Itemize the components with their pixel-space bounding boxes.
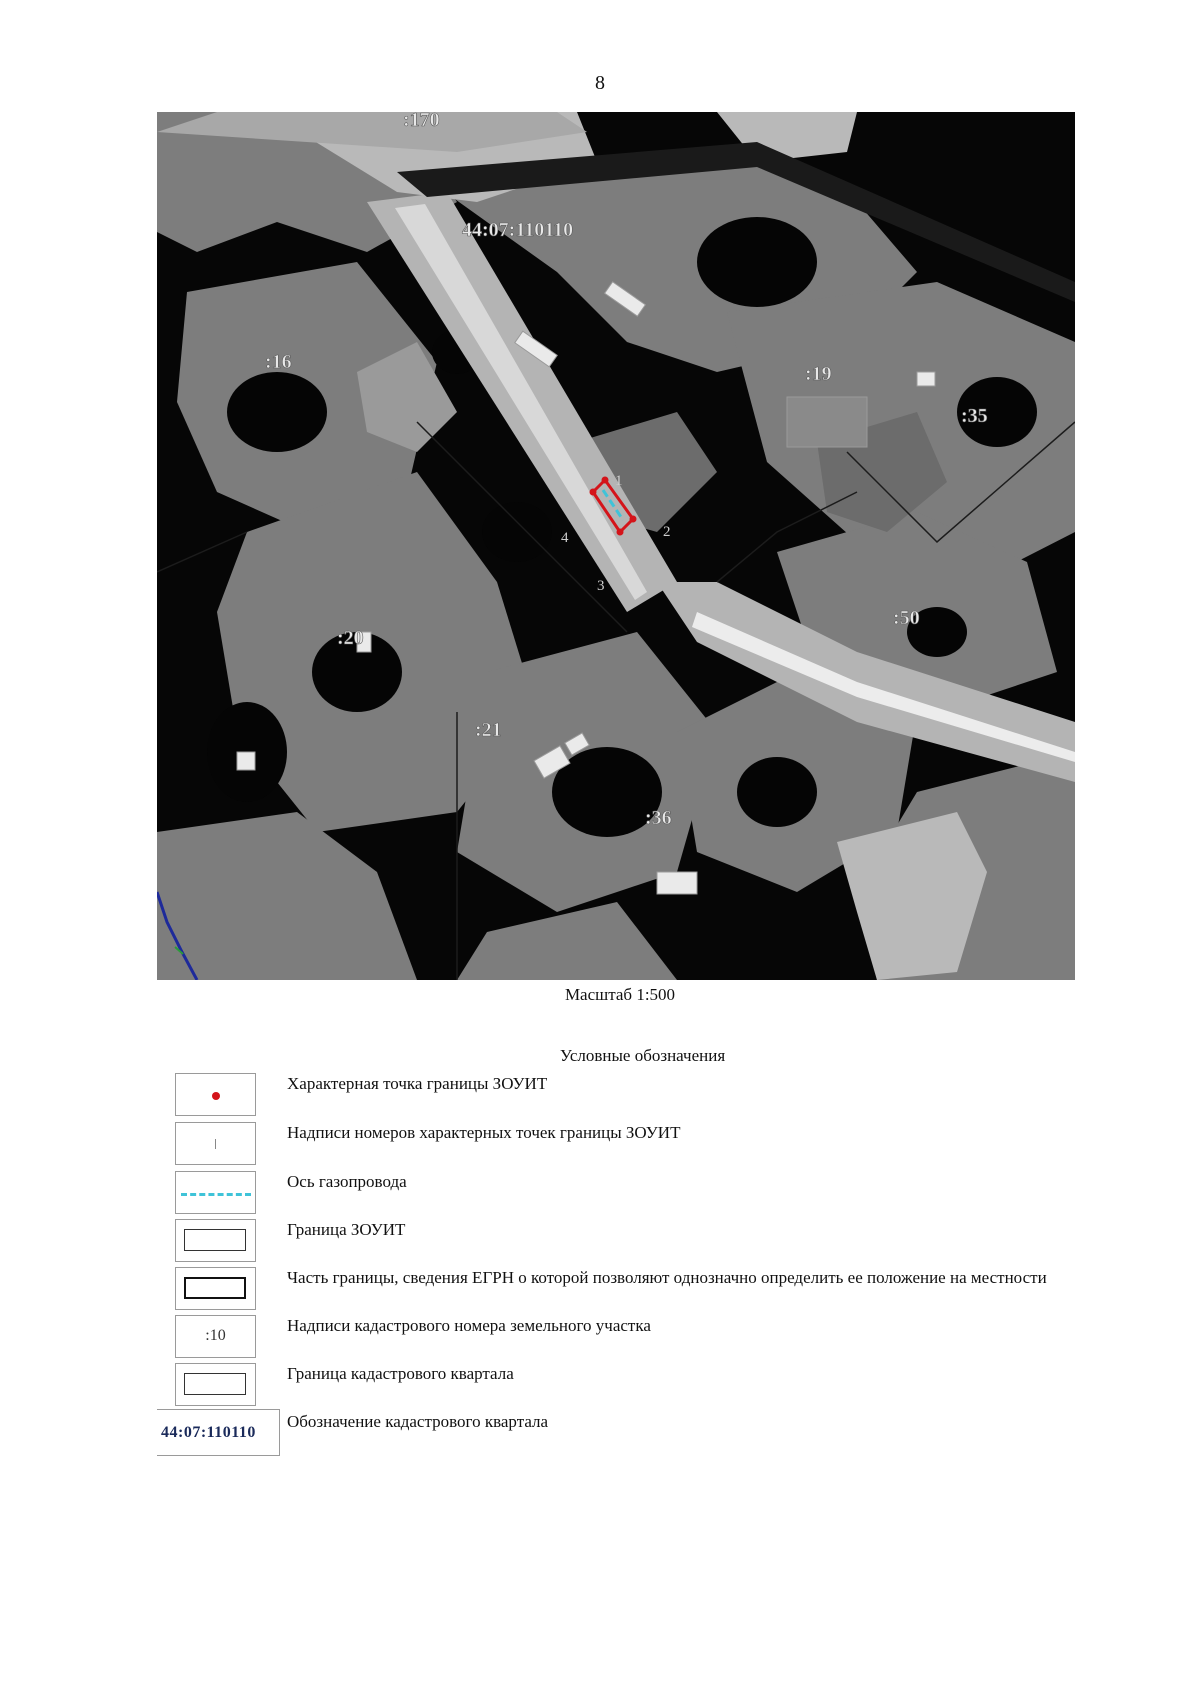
point-label-3: 3: [597, 578, 605, 594]
parcel-label-20: :20: [337, 627, 364, 649]
rectangle-icon: [184, 1277, 246, 1299]
parcel-label-19: :19: [805, 363, 832, 385]
legend-label: Характерная точка границы ЗОУИТ: [287, 1074, 548, 1093]
zouit-point-3: [617, 529, 624, 536]
legend-item-gas-axis: [175, 1171, 1085, 1215]
zouit-boundary-swatch: [175, 1219, 256, 1262]
quarter-label-on-map: 44:07:110110: [462, 219, 574, 241]
parcel-number-sample: :10: [205, 1327, 226, 1344]
rectangle-icon: [184, 1229, 246, 1251]
egrn-boundary-swatch: [175, 1267, 256, 1310]
parcel-label-50: :50: [893, 607, 920, 629]
zouit-point-4: [590, 489, 597, 496]
parcel-label-170: :170: [403, 112, 440, 131]
legend-label: Надписи номеров характерных точек границы ЗОУИТ: [287, 1123, 681, 1142]
legend-item-zouit-point: [175, 1073, 1085, 1117]
rectangle-icon: [184, 1373, 246, 1395]
parcel-label-16: :16: [265, 351, 292, 373]
point-number-swatch: [175, 1122, 256, 1165]
parcel-number-swatch: [175, 1315, 256, 1358]
point-label-4: 4: [561, 530, 569, 546]
quarter-label-sample: 44:07:110110: [161, 1424, 256, 1441]
legend-item-point-numbers: [175, 1122, 1085, 1166]
legend-label: Часть границы, сведения ЕГРН о которой позволяют однозначно определить ее положение на местности: [287, 1268, 1047, 1287]
legend-label: Обозначение кадастрового квартала: [287, 1412, 549, 1431]
point-label-1: 1: [615, 473, 623, 489]
zouit-point-2: [630, 516, 637, 523]
legend-label: Надписи кадастрового номера земельного участка: [287, 1316, 651, 1335]
parcel-label-35: :35: [961, 405, 988, 427]
scale-caption: Масштаб 1:500: [564, 985, 676, 1004]
legend-item-quarter-boundary: [175, 1363, 1085, 1407]
legend-item-quarter-label: [175, 1411, 1085, 1455]
cadastral-map: [157, 112, 1075, 980]
legend-label: Граница кадастрового квартала: [287, 1364, 514, 1383]
map-image: [157, 112, 1075, 980]
point-number-icon: [215, 1139, 216, 1149]
gas-axis-swatch: [175, 1171, 256, 1214]
legend-label: Ось газопровода: [287, 1172, 407, 1191]
legend-item-egrn-boundary: [175, 1267, 1085, 1311]
legend-title: Условные обозначения: [559, 1046, 726, 1065]
dashed-line-icon: [181, 1193, 251, 1196]
page-number: 8: [595, 72, 605, 94]
zouit-point-swatch: [175, 1073, 256, 1116]
red-dot-icon: [212, 1092, 220, 1100]
zouit-point-1: [602, 477, 609, 484]
legend-label: Граница ЗОУИТ: [287, 1220, 406, 1239]
parcel-label-36: :36: [645, 807, 672, 829]
quarter-boundary-swatch: [175, 1363, 256, 1406]
point-label-2: 2: [663, 524, 671, 540]
parcel-label-21: :21: [475, 719, 502, 741]
legend-item-parcel-number: [175, 1315, 1085, 1359]
legend-item-zouit-boundary: [175, 1219, 1085, 1263]
